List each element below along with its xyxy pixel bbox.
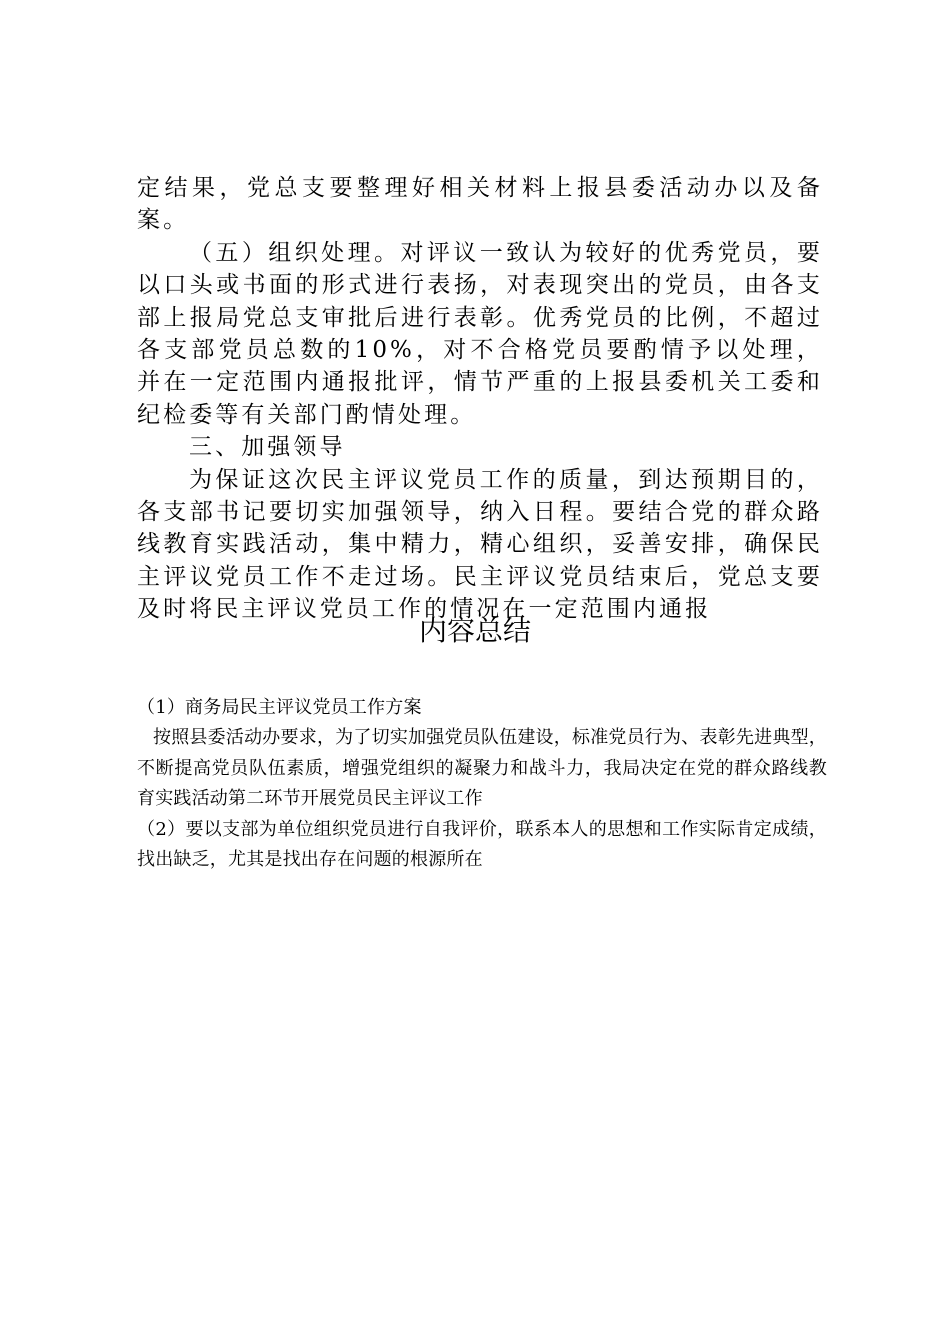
summary-item-2: （2）要以支部为单位组织党员进行自我评价，联系本人的思想和工作实际肯定成绩，找出缺乏，尤其是找出存在问题的根源所在 bbox=[137, 818, 827, 871]
paragraph-organization-handling: （五）组织处理。对评议一致认为较好的优秀党员，要以口头或书面的形式进行表扬，对表现突出的党员，由各支部上报局党总支审批后进行表彰。优秀党员的比例，不超过各支部党员总数的10%，对不合格党员要酌情予以处理，并在一定范围内通报批评，情节严重的上报县委机关工委和纪检委等有关部门酌情处理。 bbox=[137, 239, 823, 428]
summary-item-1: （1）商务局民主评议党员工作方案 bbox=[137, 697, 422, 718]
summary-item-1-detail: 按照县委活动办要求，为了切实加强党员队伍建设，标准党员行为、表彰先进典型，不断提高党员队伍素质，增强党组织的凝聚力和战斗力，我局决定在党的群众路线教育实践活动第二环节开展党员民主评议工作 bbox=[137, 727, 827, 810]
paragraph-leadership-details: 为保证这次民主评议党员工作的质量，到达预期目的，各支部书记要切实加强领导，纳入日程。要结合党的群众路线教育实践活动，集中精力，精心组织，妥善安排，确保民主评议党员工作不走过场。民主评议党员结束后，党总支要及时将民主评议党员工作的情况在一定范围内通报 bbox=[137, 466, 823, 623]
paragraph-conclusion-filing: 定结果，党总支要整理好相关材料上报县委活动办以及备案。 bbox=[137, 175, 823, 234]
body-text bbox=[137, 172, 823, 626]
summary-list bbox=[137, 693, 827, 875]
summary-title: 内容总结 bbox=[418, 614, 531, 647]
section-heading-strengthen-leadership: 三、加强领导 bbox=[189, 434, 346, 461]
